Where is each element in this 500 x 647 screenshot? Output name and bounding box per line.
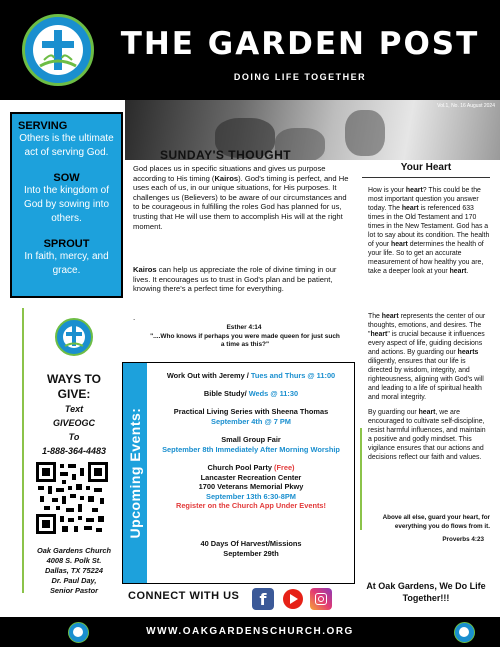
footer	[0, 617, 500, 647]
newsletter-title: THE GARDEN POST	[120, 26, 480, 62]
your-heart-column	[362, 160, 490, 590]
website-link[interactable]: WWW.OAKGARDENSCHURCH.ORG	[146, 626, 354, 637]
scripture-reference: Proverbs 4:23	[442, 536, 484, 543]
upcoming-events-box	[122, 362, 355, 584]
give-text: To	[68, 432, 80, 442]
church-address: Oak Gardens Church 4008 S. Polk St. Dallas, TX 75224 Dr. Paul Day, Senior Pastor	[37, 546, 111, 595]
verse-text: "....Who knows if perhaps you were made queen for just such a time as this?"	[150, 333, 340, 348]
church-logo-icon	[22, 14, 94, 86]
give-code: GIVEOGC	[52, 418, 95, 428]
verse-reference: Esther 4:14	[226, 324, 262, 331]
panel-heading: SOW	[53, 172, 80, 184]
event-item: Bible Study/ Weds @ 11:30	[203, 389, 299, 398]
section-title: Your Heart	[400, 162, 452, 173]
masthead	[0, 0, 500, 100]
article-paragraph: Kairos can help us appreciate the role of divine timing in our lives. It encourages us to trust in God's plan and be patient, knowing there's a perfect time for everything.	[133, 265, 337, 294]
events-sidebar	[123, 363, 147, 583]
event-item: Church Pool Party (Free) Lancaster Recreation Center 1700 Veterans Memorial Pkwy September 13th 6:30-8PM Register on the Church App Under Events!	[175, 463, 327, 510]
accent-bar	[360, 428, 362, 530]
event-item: Practical Living Series with Sheena Thomas September 4th @ 7 PM	[173, 407, 329, 426]
church-logo-icon	[454, 622, 475, 643]
newsletter-tagline: DOING LIFE TOGETHER	[233, 72, 367, 82]
panel-heading: SERVING	[18, 120, 68, 132]
give-text: Text	[64, 404, 84, 414]
scripture-quote: Above all else, guard your heart, for everything you do flows from it.	[382, 514, 490, 530]
section-title: SUNDAY'S THOUGHT	[160, 148, 292, 162]
qr-code-icon[interactable]	[36, 462, 108, 534]
connect-label: CONNECT WITH US	[128, 590, 240, 602]
article-paragraph: The heart represents the center of our thoughts, emotions, and desires. The "heart" is crucial because it influences every aspect of life, guiding decisions and actions. By guarding our hearts diligently, ensures that our life is directed by wisdom, integrity, and righteousness, aligning with God's will and leading to a life of spiritual health and moral integrity.	[368, 313, 486, 401]
give-phone[interactable]: 1-888-364-4483	[41, 446, 107, 456]
closing-tagline: At Oak Gardens, We Do Life Together!!!	[366, 581, 486, 603]
panel-text: Others is the ultimate act of serving God.	[19, 133, 114, 158]
give-heading: WAYS TO GIVE:	[46, 372, 102, 401]
instagram-icon[interactable]	[310, 588, 332, 610]
separator-dot: .	[133, 313, 136, 322]
divider	[362, 177, 490, 178]
event-item: Small Group Fair September 8th Immediately After Morning Worship	[162, 435, 340, 454]
event-item: 40 Days Of Harvest/Missions September 29th	[200, 539, 302, 558]
events-label: Upcoming Events:	[127, 407, 143, 539]
serving-sow-sprout-panel	[10, 112, 123, 298]
panel-text: In faith, mercy, and grace.	[24, 251, 109, 276]
article-paragraph: By guarding our heart, we are encouraged to cultivate self-discipline, resist harmful influences, and maintain a positive and godly mindset. This vigilance ensures that our actions and decisions reflect our faith and values.	[368, 409, 486, 461]
article-paragraph: How is your heart? This could be the most important question you answer today. The heart is referenced 633 times in the Old Testament and 170 times in the New Testament. God has a lot to say about its condition. The health of your heart determines the health of your life. So to get an accurate measurement of how healthy you are, take a deeper look at your heart.	[368, 187, 490, 275]
church-logo-icon	[55, 318, 93, 356]
event-item: Work Out with Jeremy / Tues and Thurs @ 11:00	[166, 371, 336, 380]
facebook-icon[interactable]: f	[252, 588, 274, 610]
accent-bar	[22, 308, 24, 593]
panel-heading: SPROUT	[43, 238, 90, 250]
article-paragraph: God places us in specific situations and gives us purpose according to His timing (Kairos). God's timing is perfect, and He uses each of us, in our unique situations, for His purposes. It challenges us (Believers) to be aware of our circumstances and to be courageous in fulfilling the roles God has planned for us, trusting that He will use them to accomplish His will at the right moment.	[133, 164, 349, 231]
panel-text: Into the kingdom of God by sowing into others.	[23, 185, 110, 224]
youtube-icon[interactable]	[282, 588, 304, 610]
volume-info: Vol.1, No. 16 August 2024	[437, 103, 495, 109]
